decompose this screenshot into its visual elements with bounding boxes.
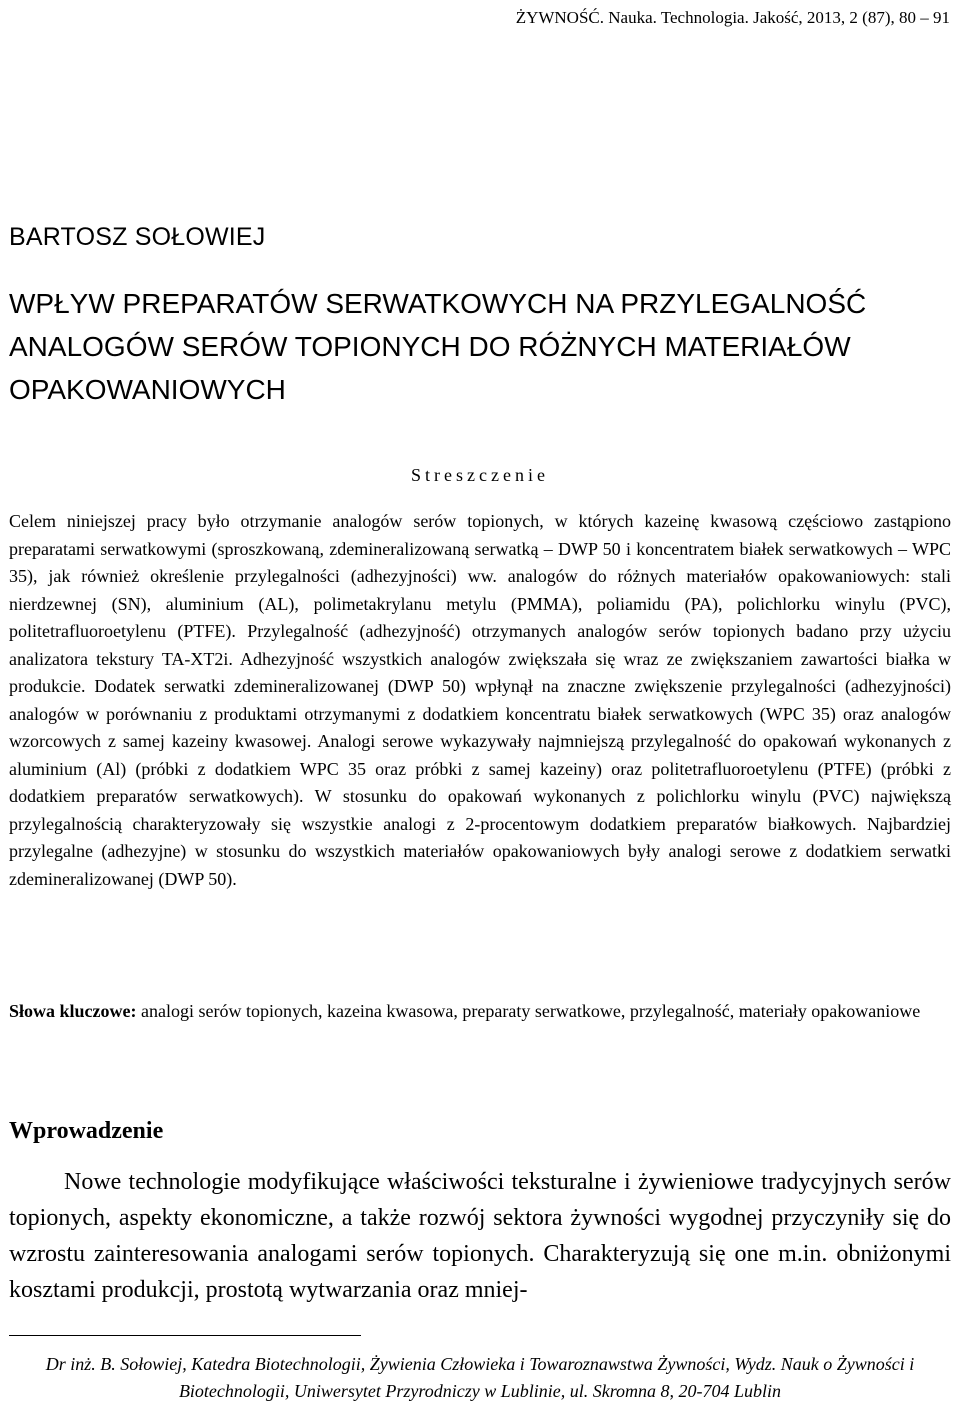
journal-header: ŻYWNOŚĆ. Nauka. Technologia. Jakość, 2013, 2 (87), 80 – 91 xyxy=(515,8,950,27)
author-affiliation-footnote: Dr inż. B. Sołowiej, Katedra Biotechnologii, Żywienia Człowieka i Towaroznawstwa Żywności, Wydz. Nauk o Żywności i Biotechnologii, Uniwersytet Przyrodniczy w Lublinie, ul. Skromna 8, 20-704 Lublin xyxy=(45,1354,915,1401)
paper-title: WPŁYW PREPARATÓW SERWATKOWYCH NA PRZYLEGALNOŚĆ ANALOGÓW SERÓW TOPIONYCH DO RÓŻNYCH MATERIAŁÓW OPAKOWANIOWYCH xyxy=(9,288,867,405)
introduction-text: Nowe technologie modyfikujące właściwości teksturalne i żywieniowe tradycyjnych serów topionych, aspekty ekonomiczne, a także rozwój sektora żywności wygodnej przyczyniły się do wzrostu zainteresowania analogami serów topionych. Charakteryzują się one m.in. obniżonymi kosztami produkcji, prostotą wytwarzania oraz mniej- xyxy=(9,1169,951,1303)
keywords-label: Słowa kluczowe: xyxy=(9,1001,137,1021)
footnote-divider xyxy=(9,1335,361,1336)
section-heading-introduction: Wprowadzenie xyxy=(9,1118,164,1144)
keywords xyxy=(9,997,951,1025)
abstract-heading: Streszczenie xyxy=(411,465,549,485)
author-name: BARTOSZ SOŁOWIEJ xyxy=(9,223,266,251)
keywords-text: analogi serów topionych, kazeina kwasowa, preparaty serwatkowe, przylegalność, materiały opakowaniowe xyxy=(141,1001,921,1021)
abstract-text: Celem niniejszej pracy było otrzymanie analogów serów topionych, w których kazeinę kwasową częściowo zastąpiono preparatami serwatkowymi (sproszkowaną, zdemineralizowaną serwatką – DWP 50 i koncentratem białek serwatkowych – WPC 35), jak również określenie przylegalności (adhezyjności) ww. analogów do różnych materiałów opakowaniowych: stali nierdzewnej (SN), aluminium (AL), polimetakrylanu metylu (PMMA), poliamidu (PA), polichlorku winylu (PVC), politetrafluoroetylenu (PTFE). Przylegalność (adhezyjność) otrzymanych analogów serów topionych badano przy użyciu analizatora tekstury TA-XT2i. Adhezyjność wszystkich analogów zwiększała się wraz ze zwiększaniem zawartości białka w produkcie. Dodatek serwatki zdemineralizowanej (DWP 50) wpłynął na znaczne zwiększenie przylegalności (adhezyjności) analogów w porównaniu z produktami otrzymanymi z dodatkiem koncentratu białek serwatkowych (WPC 35) oraz analogów wzorcowych z samej kazeiny kwasowej. Analogi serowe wykazywały najmniejszą przylegalność do opakowań wykonanych z aluminium (Al) (próbki z dodatkiem WPC 35 oraz próbki z samej kazeiny) oraz politetrafluoroetylenu (PTFE) (próbki z dodatkiem preparatów serwatkowych). W stosunku do opakowań wykonanych z polichlorku winylu (PVC) największą przylegalnością charakteryzowały się wszystkie analogi z 2-procentowym dodatkiem preparatów białkowych. Najbardziej przylegalne (adhezyjne) w stosunku do wszystkich materiałów opakowaniowych były analogi serowe z dodatkiem serwatki zdemineralizowanej (DWP 50). xyxy=(9,511,951,889)
